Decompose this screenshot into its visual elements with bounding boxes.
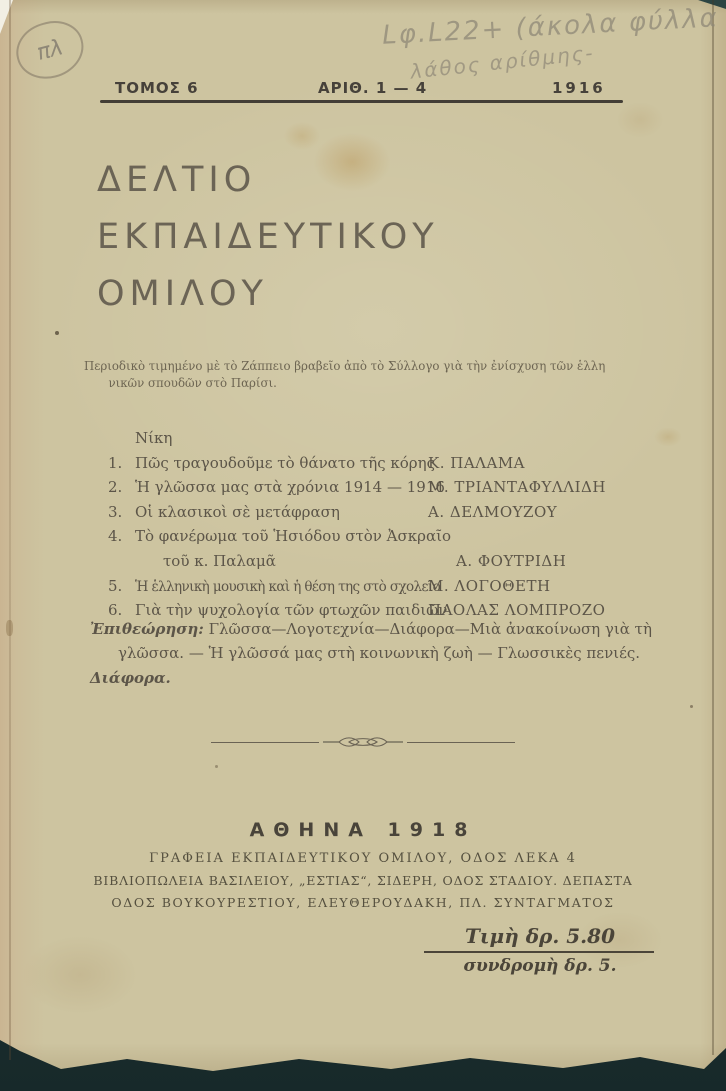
pencil-stamp-text: πλ bbox=[34, 34, 66, 66]
toc-item-author: Μ. ΤΡΙΑΝΤΑΦΥΛΛΙΔΗ bbox=[428, 478, 606, 497]
table-of-contents bbox=[108, 429, 693, 626]
journal-title-line-1: ΔΕΛΤΙΟ bbox=[97, 160, 257, 200]
toc-section-heading-row bbox=[108, 429, 693, 454]
toc-section-heading: Νίκη bbox=[135, 429, 173, 447]
toc-item-number: 5. bbox=[108, 576, 123, 595]
imprint-address-line-1: ΓΡΑΦΕΙΑ ΕΚΠΑΙΔΕΥΤΙΚΟΥ ΟΜΙΛΟΥ, ΟΔΟΣ ΛΕΚΑ 4 bbox=[149, 851, 577, 866]
toc-item-title: Ἡ γλῶσσα μας στὰ χρόνια 1914 — 1916 bbox=[135, 478, 445, 497]
imprint-address-line-2: ΒΙΒΛΙΟΠΩΛΕΙΑ ΒΑΣΙΛΕΙΟΥ, „ΕΣΤΙΑΣ“, ΣΙΔΕΡΗ, ΟΔΟΣ ΣΤΑΔΙΟΥ. ΔΕΠΑΣΤΑ bbox=[93, 873, 633, 888]
review-line-1 bbox=[90, 617, 665, 641]
chain-ornament-icon bbox=[321, 735, 405, 749]
journal-title bbox=[97, 152, 439, 323]
toc-item-number: 1. bbox=[108, 453, 123, 472]
review-section bbox=[90, 617, 665, 690]
award-note-line-1: Περιοδικὸ τιμημένο μὲ τὸ Ζάππειο βραβεῖο ἀπὸ τὸ Σύλλογο γιὰ τὴν ἐνίσχυση τῶν ἑλλη bbox=[84, 358, 606, 373]
toc-item-title: Γιὰ τὴν ψυχολογία τῶν φτωχῶν παιδιῶν bbox=[135, 601, 448, 620]
toc-item-author: ΠΑΟΛΑΣ ΛΟΜΠΡΟΖΟ bbox=[428, 601, 606, 620]
toc-item-title: Οἱ κλασικοὶ σὲ μετάφραση bbox=[135, 502, 340, 521]
imprint-address-line-3: ΟΔΟΣ ΒΟΥΚΟΥΡΕΣΤΙΟΥ, ΕΛΕΥΘΕΡΟΥΔΑΚΗ, ΠΛ. ΣΥΝΤΑΓΜΑΤΟΣ bbox=[111, 895, 615, 910]
toc-item-number: 6. bbox=[108, 601, 123, 620]
review-lead: Ἐπιθεώρηση: bbox=[90, 620, 204, 638]
paper-speck bbox=[215, 765, 218, 768]
masthead-rule bbox=[100, 100, 623, 103]
toc-row bbox=[108, 527, 693, 552]
review-line-3: Διάφορα. bbox=[90, 668, 171, 687]
toc-item-author: Α. ΦΟΥΤΡΙΔΗ bbox=[456, 551, 567, 570]
paper-speck bbox=[55, 331, 59, 335]
price-rule bbox=[424, 951, 654, 953]
toc-row bbox=[108, 503, 693, 528]
divider-line-left bbox=[211, 742, 319, 743]
toc-row bbox=[108, 577, 693, 602]
toc-row bbox=[108, 478, 693, 503]
toc-item-title: Ἡ ἑλληνικὴ μουσικὴ καὶ ἡ θέση της στὸ σχολεῖο bbox=[135, 578, 441, 595]
ornament-divider bbox=[0, 735, 726, 749]
journal-title-line-3: ΟΜΙΛΟΥ bbox=[97, 274, 268, 314]
toc-row bbox=[108, 454, 693, 479]
subscription-value: συνδρομὴ δρ. 5. bbox=[463, 956, 617, 976]
toc-item-number: 3. bbox=[108, 502, 123, 521]
masthead-year: 1916 bbox=[552, 79, 606, 97]
toc-item-number: 2. bbox=[108, 478, 123, 497]
toc-item-title: Τὸ φανέρωμα τοῦ Ἡσιόδου στὸν Ἀσκραῖο bbox=[135, 527, 451, 546]
toc-item-number: 4. bbox=[108, 527, 123, 546]
award-note bbox=[84, 357, 610, 391]
toc-item-author: Α. ΔΕΛΜΟΥΖΟΥ bbox=[428, 502, 558, 521]
toc-item-author: Μ. ΛΟΓΟΘΕΤΗ bbox=[428, 576, 551, 595]
toc-item-title: Πῶς τραγουδοῦμε τὸ θάνατο τῆς κόρης bbox=[135, 453, 435, 472]
masthead-issue: ΑΡΙΘ. 1 — 4 bbox=[318, 79, 428, 97]
toc-item-title-continuation: τοῦ κ. Παλαμᾶ bbox=[163, 551, 276, 570]
paper-smudge bbox=[6, 620, 13, 636]
divider-line-right bbox=[407, 742, 515, 743]
journal-title-line-2: ΕΚΠΑΙΔΕΥΤΙΚΟΥ bbox=[97, 217, 439, 257]
imprint-city-year: ΑΘΗΝΑ 1918 bbox=[249, 819, 477, 841]
handwriting-line-2: λάθος αρίθμης- bbox=[409, 40, 596, 84]
review-line-2: γλῶσσα. — Ἡ γλῶσσά μας στὴ κοινωνικὴ ζωὴ — Γλωσσικὲς πενιές. bbox=[118, 644, 641, 663]
toc-row-continuation bbox=[108, 552, 693, 577]
handwriting-line-1: Lφ.L22+ (άκολα φύλλα bbox=[381, 3, 720, 51]
price-value: Τιμὴ δρ. 5.80 bbox=[465, 924, 615, 948]
toc-item-author: Κ. ΠΑΛΑΜΑ bbox=[428, 453, 526, 472]
review-line-1-text: Γλῶσσα—Λογοτεχνία—Διάφορα—Μιὰ ἀνακοίνωση γιὰ τὴ bbox=[203, 620, 652, 638]
paper-speck bbox=[690, 705, 693, 708]
award-note-line-2: νικῶν σπουδῶν στὸ Παρίσι. bbox=[108, 375, 277, 390]
masthead-volume: ΤΟΜΟΣ 6 bbox=[115, 79, 199, 97]
